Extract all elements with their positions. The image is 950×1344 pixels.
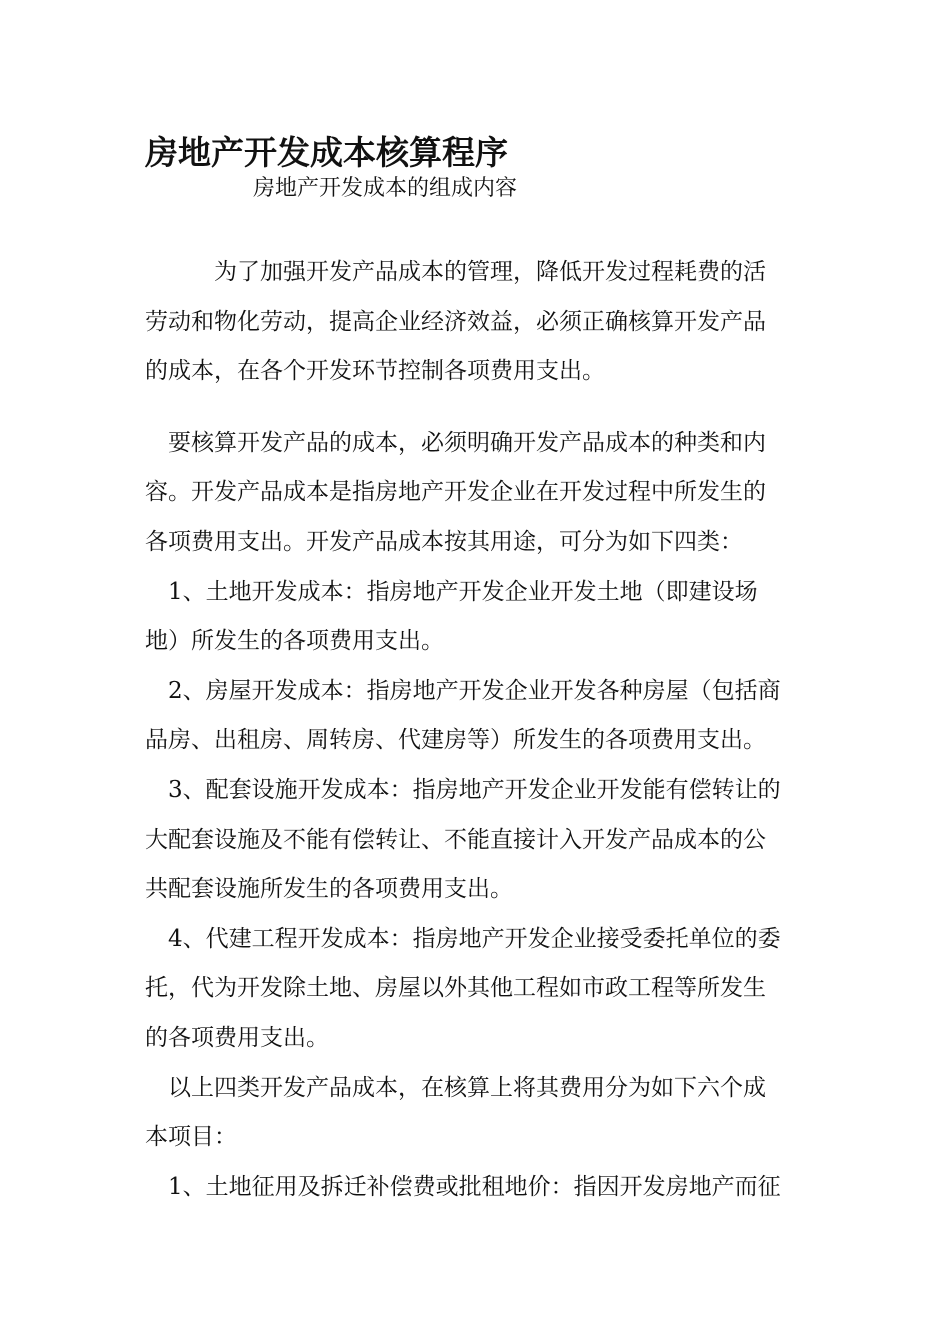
body-line: 容。开发产品成本是指房地产开发企业在开发过程中所发生的	[145, 479, 766, 506]
document-title: 房地产开发成本核算程序	[145, 133, 508, 172]
body-line: 共配套设施所发生的各项费用支出。	[145, 876, 513, 903]
document-body	[145, 248, 810, 1212]
body-line: 各项费用支出。开发产品成本按其用途，可分为如下四类：	[145, 528, 743, 555]
body-line: 本项目：	[145, 1124, 237, 1151]
body-line: 为了加强开发产品成本的管理，降低开发过程耗费的活	[145, 259, 766, 285]
body-line: 4、代建工程开发成本：指房地产开发企业接受委托单位的委	[145, 925, 781, 952]
body-line: 的成本，在各个开发环节控制各项费用支出。	[145, 358, 605, 385]
body-line: 的各项费用支出。	[145, 1024, 329, 1051]
body-line: 劳动和物化劳动，提高企业经济效益，必须正确核算开发产品	[145, 308, 766, 335]
body-line: 3、配套设施开发成本：指房地产开发企业开发能有偿转让的	[145, 776, 781, 803]
body-line: 托，代为开发除土地、房屋以外其他工程如市政工程等所发生	[145, 975, 766, 1002]
body-line: 品房、出租房、周转房、代建房等）所发生的各项费用支出。	[145, 727, 766, 754]
body-line: 要核算开发产品的成本，必须明确开发产品成本的种类和内	[145, 429, 766, 456]
body-line: 2、房屋开发成本：指房地产开发企业开发各种房屋（包括商	[145, 677, 781, 704]
paragraph-gap	[145, 397, 810, 419]
body-line: 大配套设施及不能有偿转让、不能直接计入开发产品成本的公	[145, 826, 766, 853]
body-line: 地）所发生的各项费用支出。	[145, 628, 444, 655]
body-line: 1、土地开发成本：指房地产开发企业开发土地（即建设场	[145, 578, 758, 605]
body-line: 以上四类开发产品成本，在核算上将其费用分为如下六个成	[145, 1074, 766, 1101]
document-subtitle: 房地产开发成本的组成内容	[253, 176, 518, 201]
body-line: 1、土地征用及拆迁补偿费或批租地价：指因开发房地产而征	[145, 1173, 781, 1200]
